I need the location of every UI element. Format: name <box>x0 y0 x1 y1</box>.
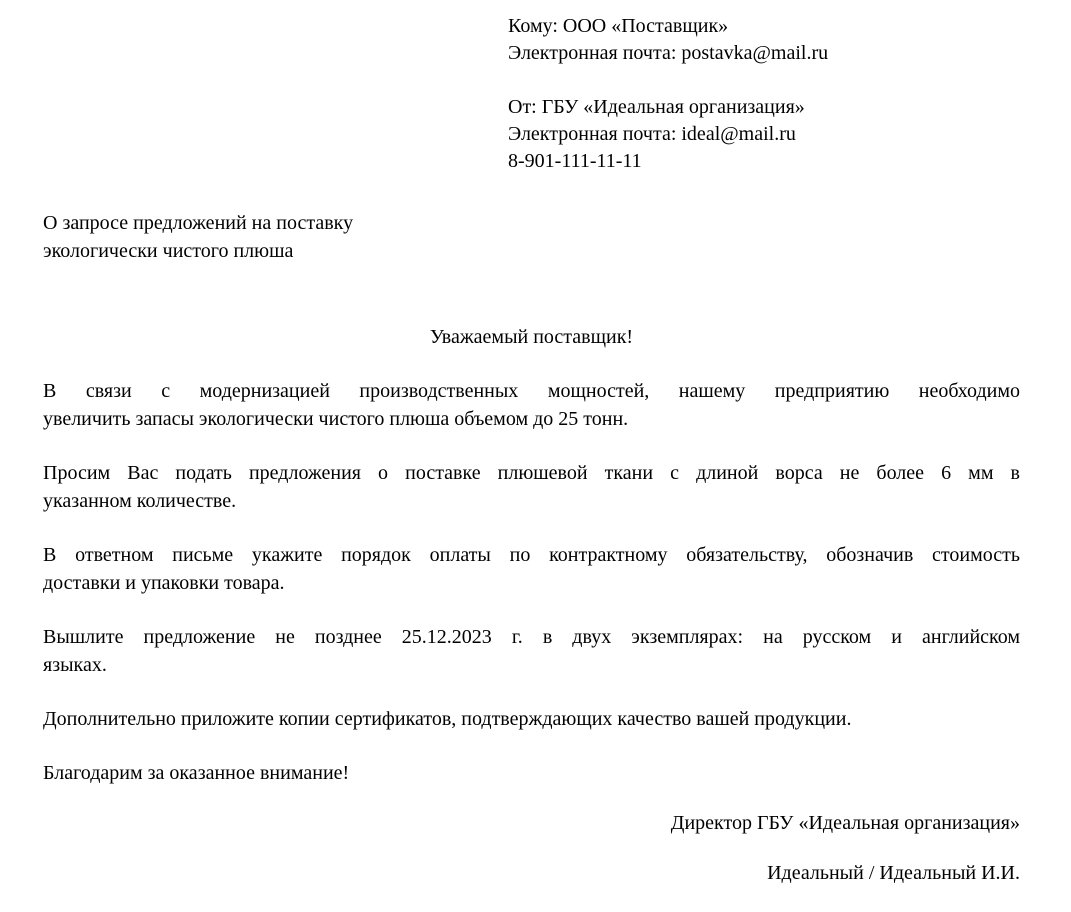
subject-line-1: О запросе предложений на поставку <box>43 212 354 234</box>
sender-phone: 8-901-111-11-11 <box>508 150 642 172</box>
body-paragraph-2 <box>43 459 1020 515</box>
paragraph-line: Благодарим за оказанное внимание! <box>43 762 350 784</box>
sender-from: От: ГБУ «Идеальная организация» <box>508 96 805 118</box>
body-paragraph-1 <box>43 377 1020 433</box>
paragraph-line: языках. <box>43 654 107 676</box>
paragraph-line: Просим Вас подать предложения о поставке плюшевой ткани с длиной ворса не более 6 мм в <box>43 462 1020 484</box>
paragraph-line: В связи с модернизацией производственных мощностей, нашему предприятию необходимо <box>43 380 1020 402</box>
recipient-to: Кому: ООО «Поставщик» <box>508 15 729 37</box>
signature-name: Идеальный / Идеальный И.И. <box>767 862 1020 884</box>
body-paragraph-3 <box>43 541 1020 597</box>
paragraph-line: Вышлите предложение не позднее 25.12.2023 г. в двух экземплярах: на русском и английском <box>43 626 1020 648</box>
paragraph-line: Дополнительно приложите копии сертификатов, подтверждающих качество вашей продукции. <box>43 708 852 730</box>
paragraph-line: В ответном письме укажите порядок оплаты по контрактному обязательству, обозначив стоимость <box>43 544 1020 566</box>
paragraph-line: увеличить запасы экологически чистого плюша объемом до 25 тонн. <box>43 408 629 430</box>
letter-subject <box>43 209 1020 265</box>
signature-title: Директор ГБУ «Идеальная организация» <box>670 812 1020 834</box>
body-paragraph-5 <box>43 705 1020 733</box>
salutation: Уважаемый поставщик! <box>429 326 634 348</box>
sender-email: Электронная почта: ideal@mail.ru <box>508 123 796 145</box>
body-paragraph-6 <box>43 759 1020 787</box>
letter-header <box>508 13 1020 175</box>
header-spacer <box>508 67 1020 94</box>
subject-line-2: экологически чистого плюша <box>43 240 294 262</box>
paragraph-line: указанном количестве. <box>43 490 237 512</box>
body-paragraph-4 <box>43 623 1020 679</box>
paragraph-line: доставки и упаковки товара. <box>43 572 285 594</box>
recipient-email: Электронная почта: postavka@mail.ru <box>508 42 829 64</box>
